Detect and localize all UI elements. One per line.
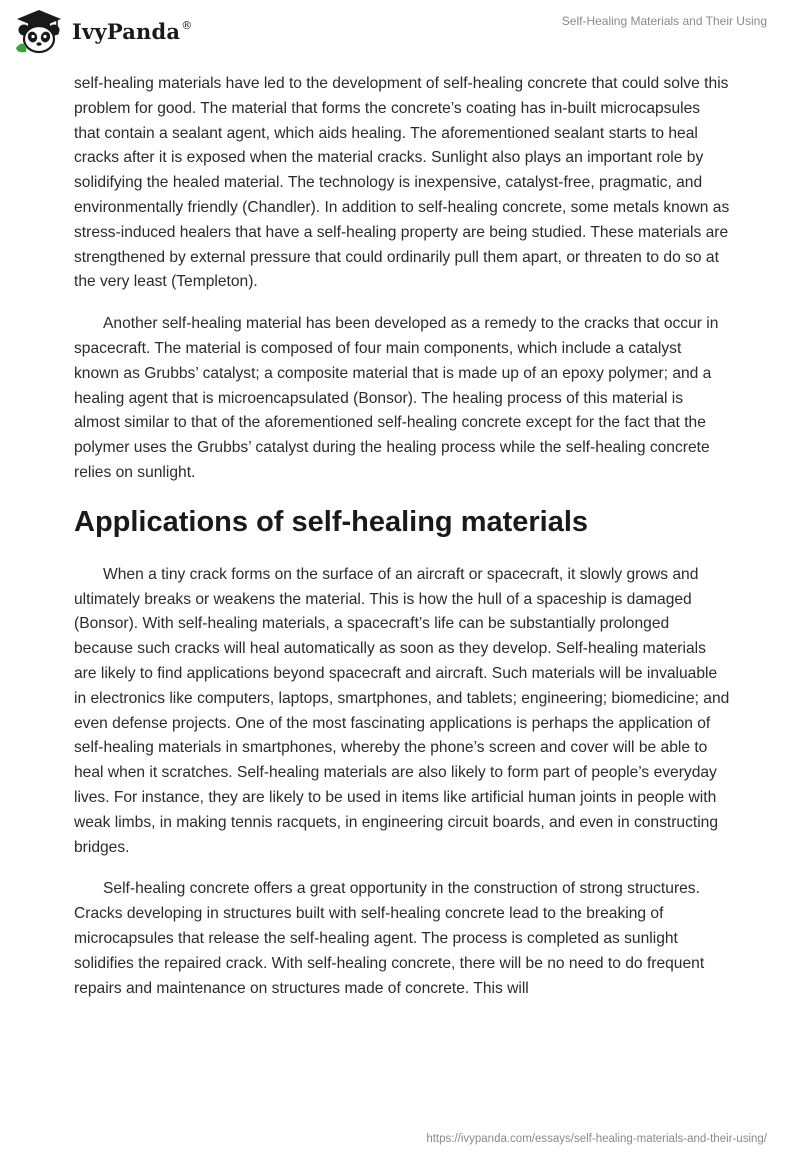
running-title: Self-Healing Materials and Their Using <box>561 14 767 28</box>
section-heading: Applications of self-healing materials <box>74 505 589 538</box>
ivypanda-logo[interactable] <box>14 8 192 54</box>
source-url[interactable]: https://ivypanda.com/essays/self-healing-materials-and-their-using/ <box>426 1133 767 1145</box>
paragraph: Another self-healing material has been developed as a remedy to the cracks that occur in spacecraft. The material is composed of four main components, which include a catalyst known as Grubbs’ catalyst; a composite material that is made up of an epoxy polymer; and a healing agent that is microencapsulated (Bonsor). The healing process of this material is almost similar to that of the aforementioned self-healing concrete except for the fact that the polymer uses the Grubbs’ catalyst during the healing process while the self-healing concrete relies on sunlight. <box>74 315 719 481</box>
paragraph: Self-healing concrete offers a great opportunity in the construction of strong structures. Cracks developing in structures built with self-healing concrete lead to the breaking of microcapsules that release the self-healing agent. The process is completed as sunlight solidifies the repaired crack. With self-healing concrete, there will be no need to do frequent repairs and maintenance on structures made of concrete. This will <box>74 880 705 997</box>
paragraph: When a tiny crack forms on the surface of an aircraft or spacecraft, it slowly grows and ultimately breaks or weakens the material. This is how the hull of a spaceship is damaged (Bonsor). With self-healing materials, a spacecraft’s life can be substantially prolonged because such cracks will heal automatically as soon as they develop. Self-healing materials are likely to find applications beyond spacecraft and aircraft. Such materials will be invaluable in electronics like computers, laptops, smartphones, and tablets; engineering; biomedicine; and even defense projects. One of the most fascinating applications is perhaps the application of self-healing materials in smartphones, whereby the phone’s screen and cover will be able to heal when it scratches. Self-healing materials are also likely to form part of people’s everyday lives. For instance, they are likely to be used in items like artificial human joints in people with weak limbs, in making tennis racquets, in engineering circuit boards, and even in constructing bridges. <box>74 565 730 856</box>
essay-body <box>74 72 730 1018</box>
paragraph: self-healing materials have led to the development of self-healing concrete that could solve this problem for good. The material that forms the concrete’s coating has in-built microcapsules that contain a sealant agent, which aids healing. The aforementioned sealant starts to heal cracks after it is exposed when the material cracks. Sunlight also plays an important role by solidifying the healed material. The technology is inexpensive, catalyst-free, pragmatic, and environmentally friendly (Chandler). In addition to self-healing concrete, some metals known as stress-induced healers that have a self-healing property are being studied. These materials are strengthened by external pressure that could ordinarily pull them apart, or threaten to do so at the very least (Templeton). <box>74 75 730 291</box>
logo-wordmark: IvyPanda® <box>72 18 193 44</box>
panda-graduate-icon <box>14 8 64 54</box>
page-header <box>0 0 800 64</box>
